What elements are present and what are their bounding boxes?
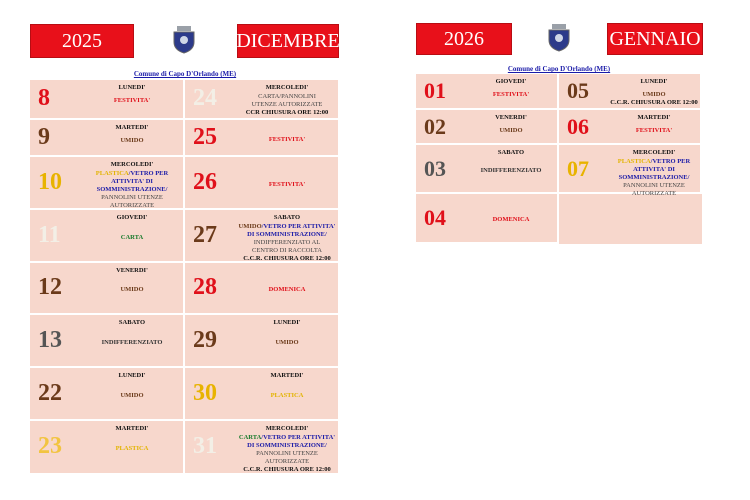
collection-text-suffix: /VETRO PER — [128, 170, 169, 177]
collection-text: PLASTICA — [115, 445, 149, 452]
day-number: 9 — [38, 123, 50, 150]
collection-type — [82, 445, 182, 453]
collection-text: FESTIVITA' — [268, 135, 306, 143]
collection-type — [607, 158, 701, 166]
day-number: 12 — [38, 274, 62, 301]
collection-text: DOMENICA — [492, 216, 530, 223]
municipality-name: Comune di Capo D'Orlando (ME) — [507, 65, 611, 73]
weekday-label: MARTEDI' — [115, 124, 149, 131]
year-badge-left — [30, 24, 134, 58]
collection-text: UMIDO — [275, 338, 299, 346]
year-label: 2026 — [444, 27, 484, 50]
day-number: 28 — [193, 274, 217, 301]
collection-type — [82, 339, 182, 347]
collection-type — [464, 127, 558, 135]
collection-text: DOMENICA — [268, 286, 306, 293]
collection-text: FESTIVITA' — [492, 91, 530, 98]
calendar-day-cell — [559, 110, 702, 145]
calendar-day-cell — [185, 263, 340, 315]
day-number: 29 — [193, 326, 217, 353]
day-number: 31 — [193, 433, 217, 460]
weekday-label: MERCOLEDI' — [265, 84, 309, 91]
collection-text: PANNOLINI UTENZE — [623, 182, 685, 189]
collection-type — [82, 178, 182, 186]
collection-text: C.C.R. CHIUSURA ORE 12:00 — [610, 99, 698, 106]
town-crest-icon — [546, 22, 572, 52]
calendar-day-cell — [30, 157, 185, 210]
collection-text: C.C.R. CHIUSURA ORE 12:00 — [243, 255, 331, 262]
town-crest-icon — [171, 24, 197, 54]
collection-text: UMIDO — [499, 127, 523, 134]
weekday-label: SABATO — [497, 149, 525, 156]
collection-text: CARTA — [238, 434, 262, 441]
day-number: 26 — [193, 168, 217, 195]
collection-type — [237, 339, 337, 347]
day-number: 05 — [567, 78, 589, 104]
collection-text: UMIDO — [120, 391, 144, 399]
collection-text: FESTIVITA' — [113, 97, 151, 104]
collection-text: AUTORIZZATE — [631, 190, 677, 197]
day-number: 01 — [424, 78, 446, 104]
collection-type — [237, 255, 337, 263]
collection-type — [607, 190, 701, 198]
weekday-label: MARTEDI' — [637, 114, 671, 121]
collection-type — [237, 392, 337, 400]
day-number: 13 — [38, 326, 62, 353]
weekday-label: MARTEDI' — [115, 425, 149, 432]
month-label: DICEMBRE — [236, 29, 340, 52]
calendar-grid-january — [416, 74, 702, 244]
calendar-day-cell — [559, 145, 702, 197]
weekday-label: MARTEDI' — [270, 372, 304, 379]
year-badge-right — [416, 23, 512, 55]
weekday-label: MERCOLEDI' — [110, 161, 154, 168]
day-number: 30 — [193, 379, 217, 406]
collection-type — [82, 186, 182, 194]
year-label: 2025 — [62, 29, 102, 52]
collection-type — [607, 174, 701, 182]
calendar-day-cell — [185, 315, 340, 368]
collection-type — [237, 181, 337, 189]
collection-text: SOMMINISTRAZIONE/ — [618, 174, 690, 181]
collection-type — [464, 167, 558, 175]
collection-type — [237, 450, 337, 458]
collection-text: UMIDO — [642, 91, 666, 98]
day-number: 06 — [567, 113, 589, 139]
weekday-label: GIOVEDI' — [116, 214, 148, 221]
weekday-label: MERCOLEDI' — [632, 149, 676, 156]
month-label: GENNAIO — [609, 27, 701, 50]
collection-type — [607, 91, 701, 99]
collection-text: DI SOMMINISTRAZIONE/ — [247, 231, 327, 238]
collection-type — [237, 109, 337, 117]
collection-text: ATTIVITA' DI — [633, 166, 675, 173]
collection-text: INDIFFERENZIATO AL — [253, 239, 321, 246]
day-number: 24 — [193, 85, 217, 112]
day-number: 03 — [424, 155, 446, 181]
collection-type — [607, 127, 701, 135]
collection-text: PLASTICA — [95, 170, 129, 177]
collection-type — [82, 170, 182, 178]
weekday-label: LUNEDI' — [640, 78, 668, 85]
collection-type — [464, 91, 558, 99]
collection-text: CENTRO DI RACCOLTA — [251, 247, 323, 254]
collection-text-suffix: /VETRO PER ATTIVITA' — [261, 223, 336, 230]
calendar-day-cell — [185, 421, 340, 475]
collection-text: PANNOLINI UTENZE — [101, 194, 163, 201]
weekday-label: LUNEDI' — [118, 372, 146, 379]
collection-type — [607, 99, 701, 107]
day-number: 8 — [38, 85, 50, 112]
day-number: 11 — [38, 221, 61, 248]
collection-text: AUTORIZZATE — [109, 202, 155, 209]
collection-text: UMIDO — [238, 223, 262, 230]
calendar-day-cell — [30, 421, 185, 475]
collection-type — [237, 442, 337, 450]
weekday-label: MERCOLEDI' — [265, 425, 309, 432]
collection-type — [237, 223, 337, 231]
collection-text: UMIDO — [120, 286, 144, 293]
collection-type — [237, 136, 337, 144]
day-number: 22 — [38, 379, 62, 406]
collection-text: UMIDO — [120, 137, 144, 144]
collection-type — [237, 93, 337, 101]
month-badge-right — [607, 23, 703, 55]
collection-type — [82, 202, 182, 210]
calendar-day-cell — [30, 80, 185, 120]
collection-type — [607, 182, 701, 190]
weekday-label: VENERDI' — [116, 267, 148, 274]
calendar-day-cell — [30, 120, 185, 157]
calendar-day-cell — [30, 315, 185, 368]
collection-type — [237, 466, 337, 474]
calendar-day-cell — [416, 145, 559, 194]
weekday-label: LUNEDI' — [118, 84, 146, 91]
calendar-day-cell — [185, 210, 340, 263]
calendar-day-cell — [30, 210, 185, 263]
collection-type — [237, 231, 337, 239]
collection-text: PLASTICA — [270, 391, 304, 399]
calendar-day-cell — [416, 110, 559, 145]
collection-type — [464, 216, 558, 224]
calendar-day-cell — [185, 368, 340, 421]
collection-text: CARTA — [120, 233, 144, 241]
collection-text-suffix: /VETRO PER — [650, 158, 691, 165]
collection-text: C.C.R. CHIUSURA ORE 12:00 — [243, 466, 331, 473]
collection-type — [237, 458, 337, 466]
collection-text: PANNOLINI UTENZE — [256, 450, 318, 457]
calendar-day-cell — [185, 157, 340, 210]
weekday-label: GIOVEDI' — [495, 78, 527, 85]
calendar-grid-december — [30, 80, 340, 475]
calendar-day-cell — [416, 194, 559, 244]
collection-text: UTENZE AUTORIZZATE — [251, 101, 323, 108]
municipality-name: Comune di Capo D'Orlando (ME) — [133, 70, 237, 78]
collection-type — [607, 166, 701, 174]
collection-text-suffix: /VETRO PER ATTIVITA' — [261, 434, 336, 441]
weekday-label: SABATO — [118, 319, 146, 326]
weekday-label: SABATO — [273, 214, 301, 221]
collection-type — [237, 239, 337, 247]
calendar-day-cell — [30, 263, 185, 315]
collection-text: ATTIVITA' DI — [111, 178, 153, 185]
collection-text: AUTORIZZATE — [264, 458, 310, 465]
day-number: 25 — [193, 123, 217, 150]
calendar-day-cell — [30, 368, 185, 421]
collection-text: SOMMINISTRAZIONE/ — [96, 186, 168, 193]
calendar-day-cell — [185, 80, 340, 120]
collection-text: PLASTICA — [617, 158, 651, 165]
collection-type — [237, 434, 337, 442]
calendar-day-cell — [185, 120, 340, 157]
day-number: 10 — [38, 168, 62, 195]
collection-type — [82, 392, 182, 400]
weekday-label: LUNEDI' — [273, 319, 301, 326]
month-badge-left — [237, 24, 339, 58]
collection-text: INDIFFERENZIATO — [480, 166, 542, 174]
collection-text: FESTIVITA' — [268, 180, 306, 188]
collection-type — [82, 97, 182, 105]
weekday-label: VENERDI' — [495, 114, 527, 121]
collection-text: CCR CHIUSURA ORE 12:00 — [245, 109, 329, 116]
calendar-day-cell — [416, 74, 559, 110]
collection-text: DI SOMMINISTRAZIONE/ — [247, 442, 327, 449]
collection-type — [237, 101, 337, 109]
day-number: 27 — [193, 221, 217, 248]
collection-text: CARTA/PANNOLINI — [258, 93, 316, 100]
collection-text: INDIFFERENZIATO — [101, 338, 163, 346]
collection-type — [82, 137, 182, 145]
collection-type — [237, 286, 337, 294]
collection-type — [82, 234, 182, 242]
day-number: 02 — [424, 113, 446, 139]
collection-type — [237, 247, 337, 255]
collection-type — [82, 194, 182, 202]
day-number: 23 — [38, 433, 62, 460]
calendar-day-cell — [559, 74, 702, 110]
collection-text: FESTIVITA' — [635, 127, 673, 134]
day-number: 04 — [424, 205, 446, 231]
collection-type — [82, 286, 182, 294]
day-number: 07 — [567, 155, 589, 181]
